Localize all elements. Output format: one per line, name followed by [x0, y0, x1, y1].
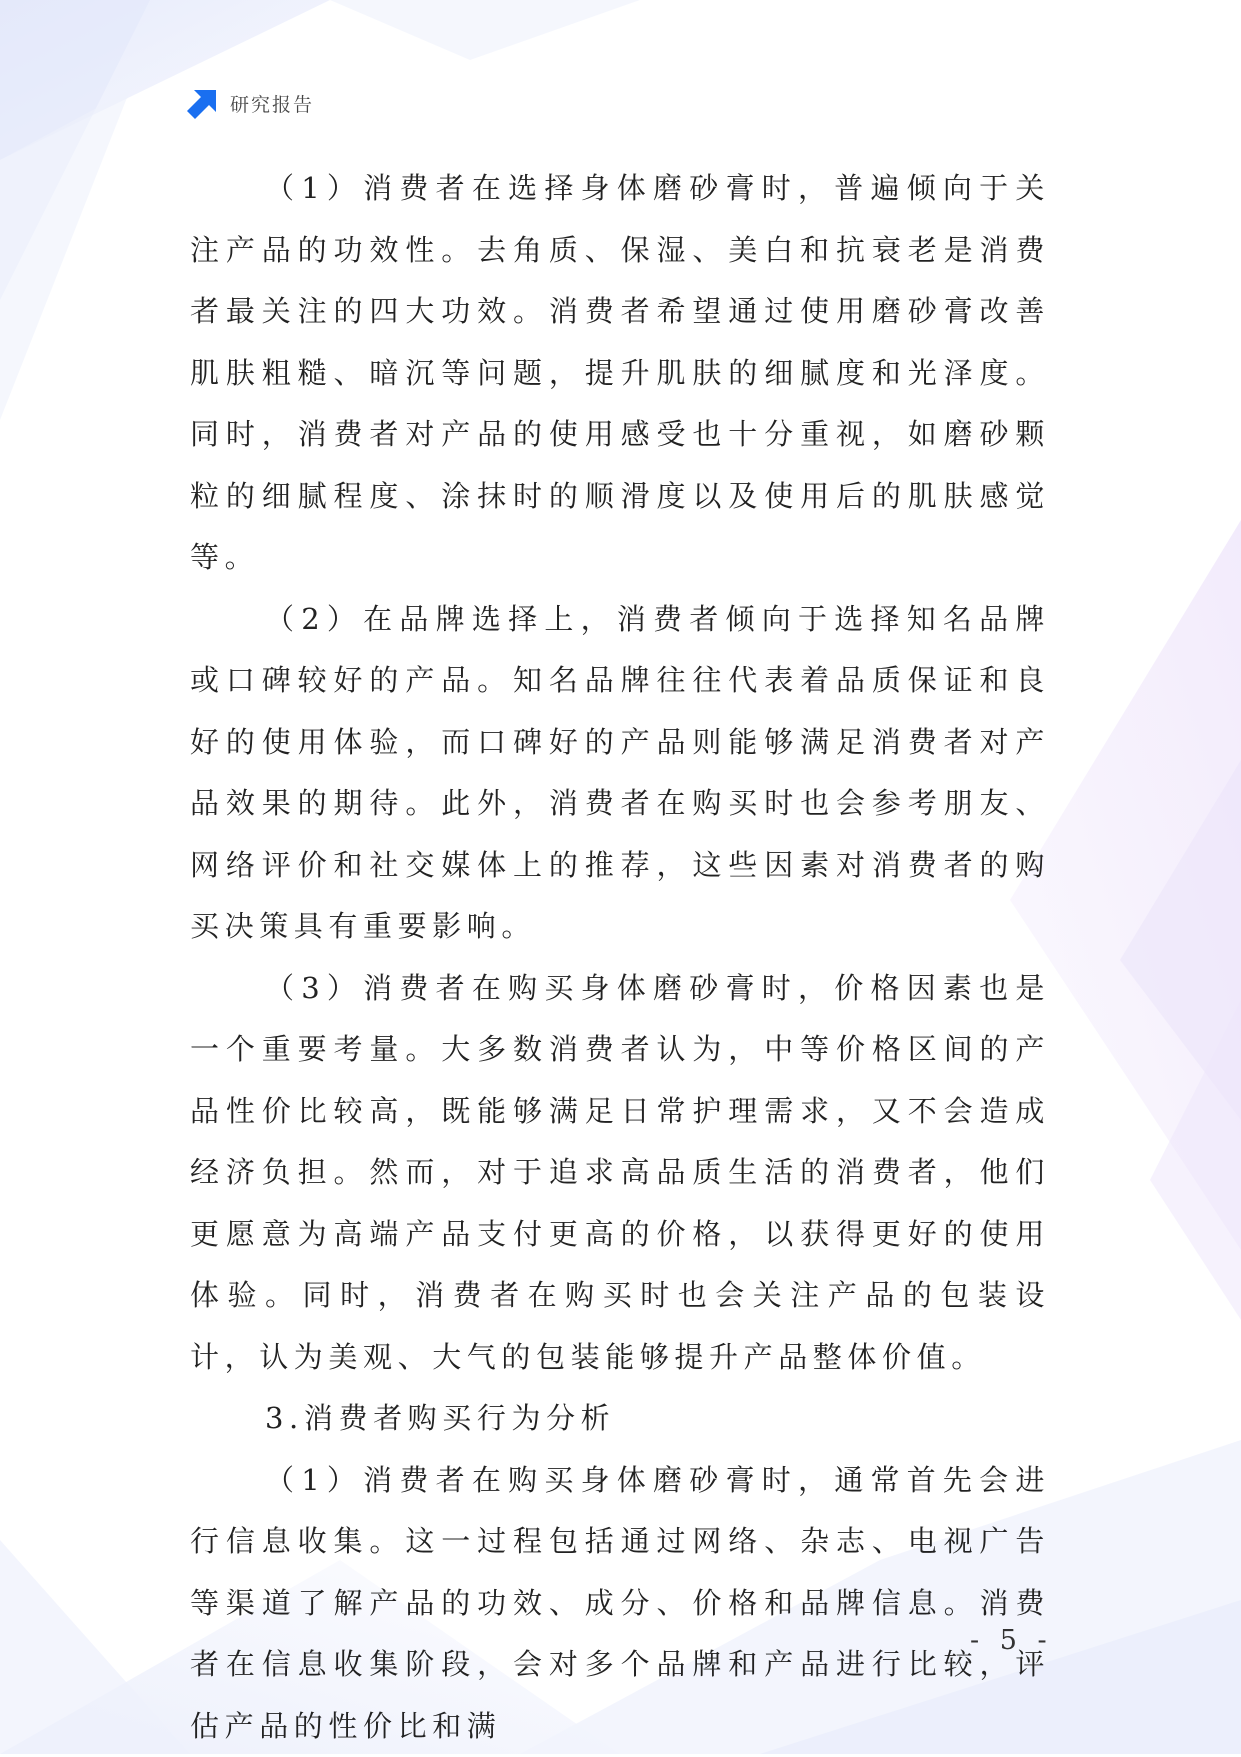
report-body [190, 158, 1050, 1757]
report-header [186, 86, 314, 120]
body-paragraph: （1）消费者在选择身体磨砂膏时，普遍倾向于关注产品的功效性。去角质、保湿、美白和抗衰老是消费者最关注的四大功效。消费者希望通过使用磨砂膏改善肌肤粗糙、暗沉等问题，提升肌肤的细腻度和光泽度。同时，消费者对产品的使用感受也十分重视，如磨砂颗粒的细腻程度、涂抹时的顺滑度以及使用后的肌肤感觉等。 [190, 158, 1050, 589]
page-number: - 5 - [970, 1625, 1053, 1656]
arrow-up-right-icon [186, 86, 220, 120]
body-paragraph: （2）在品牌选择上，消费者倾向于选择知名品牌或口碑较好的产品。知名品牌往往代表着品质保证和良好的使用体验，而口碑好的产品则能够满足消费者对产品效果的期待。此外，消费者在购买时也会参考朋友、网络评价和社交媒体上的推荐，这些因素对消费者的购买决策具有重要影响。 [190, 589, 1050, 958]
body-paragraph: （1）消费者在购买身体磨砂膏时，通常首先会进行信息收集。这一过程包括通过网络、杂志、电视广告等渠道了解产品的功效、成分、价格和品牌信息。消费者在信息收集阶段，会对多个品牌和产品进行比较，评估产品的性价比和满 [190, 1450, 1050, 1757]
body-paragraph: （3）消费者在购买身体磨砂膏时，价格因素也是一个重要考量。大多数消费者认为，中等价格区间的产品性价比较高，既能够满足日常护理需求，又不会造成经济负担。然而，对于追求高品质生活的消费者，他们更愿意为高端产品支付更高的价格，以获得更好的使用体验。同时，消费者在购买时也会关注产品的包装设计，认为美观、大气的包装能够提升产品整体价值。 [190, 958, 1050, 1389]
header-title: 研究报告 [230, 90, 314, 117]
section-heading: 3.消费者购买行为分析 [190, 1388, 1050, 1450]
